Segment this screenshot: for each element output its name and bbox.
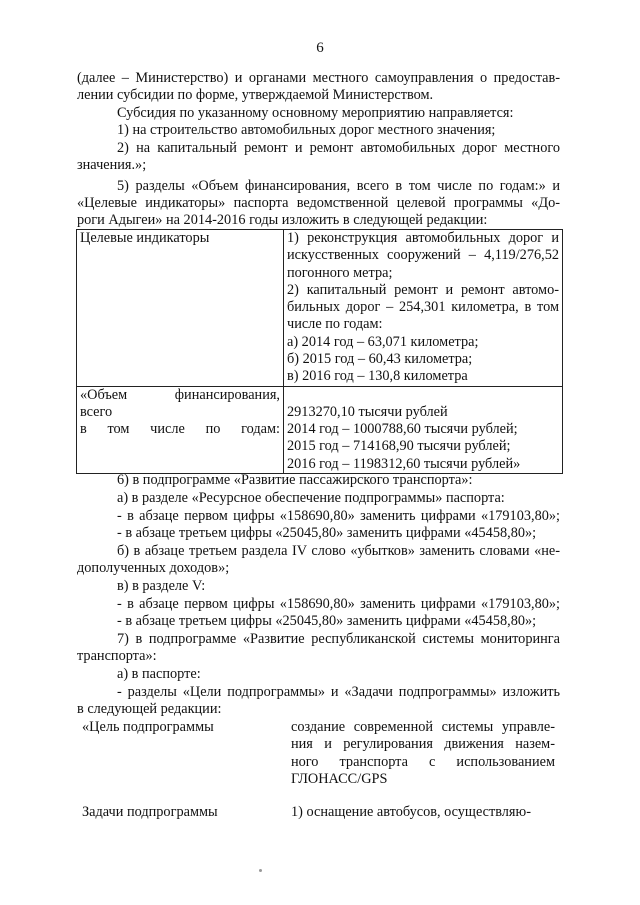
cell-line: в) 2016 год – 130,8 километра xyxy=(287,368,468,385)
cell-line: 2) капитальный ремонт и ремонт автомо- xyxy=(287,281,559,298)
paragraph-line: в) в разделе V: xyxy=(117,578,206,594)
goal-line: создание современной системы управле- xyxy=(291,719,555,735)
page-number: 6 xyxy=(316,40,324,56)
paragraph-line: - в абзаце третьем цифры «25045,80» заменить цифрами «45458,80»; xyxy=(117,525,537,541)
goal-label: «Цель подпрограммы xyxy=(82,719,214,735)
tasks-label: Задачи подпрограммы xyxy=(82,804,218,820)
table-row xyxy=(77,230,563,387)
paragraph-line: а) в разделе «Ресурсное обеспечение подпрограммы» паспорта: xyxy=(117,490,505,506)
cell-line: а) 2014 год – 63,071 километра; xyxy=(287,333,479,350)
paragraph-line: - в абзаце первом цифры «158690,80» заменить цифрами «179103,80»; xyxy=(117,596,560,612)
cell-line: 2014 год – 1000788,60 тысячи рублей; xyxy=(287,420,518,437)
table-cell-value xyxy=(284,386,563,473)
paragraph-line: 6) в подпрограмме «Развитие пассажирского транспорта»: xyxy=(117,472,473,488)
paragraph-line: а) в паспорте: xyxy=(117,666,201,682)
cell-line: всего xyxy=(80,403,113,420)
paragraph-line: 5) разделы «Объем финансирования, всего в том числе по годам:» и xyxy=(117,178,560,194)
paragraph-line: - в абзаце первом цифры «158690,80» заменить цифрами «179103,80»; xyxy=(117,508,560,524)
paragraph-line: - в абзаце третьем цифры «25045,80» заменить цифрами «45458,80»; xyxy=(117,613,537,629)
paragraph-line: транспорта»: xyxy=(77,648,157,664)
paragraph-line: лении субсидии по форме, утверждаемой Министерством. xyxy=(77,87,434,103)
goal-line: ГЛОНАСС/GPS xyxy=(291,770,388,787)
cell-text: Целевые индикаторы xyxy=(80,230,210,246)
cell-line: 1) реконструкция автомобильных дорог и xyxy=(287,230,559,246)
table-row xyxy=(77,386,563,473)
scan-speck xyxy=(259,869,262,872)
goal-line: ного транспорта с использованием xyxy=(291,753,555,770)
paragraph-line: 2) на капитальный ремонт и ремонт автомобильных дорог местного xyxy=(117,140,560,156)
cell-line: «Объем финансирования, xyxy=(80,386,280,403)
paragraph-line: «Целевые индикаторы» паспорта ведомственной целевой программы «До- xyxy=(77,195,560,211)
cell-line: 2016 год – 1198312,60 тысячи рублей» xyxy=(287,455,521,472)
table-cell-label xyxy=(77,386,284,473)
paragraph-line: значения.»; xyxy=(77,157,147,173)
table-cell-value xyxy=(284,230,563,387)
paragraph-line: в следующей редакции: xyxy=(77,701,222,717)
cell-line: числе по годам: xyxy=(287,316,383,333)
paragraph-line: дополученных доходов»; xyxy=(77,560,230,576)
table-cell-label xyxy=(77,230,284,387)
paragraph-line: б) в абзаце третьем раздела IV слово «убытков» заменить словами «не- xyxy=(117,543,560,559)
paragraph-line: Субсидия по указанному основному мероприятию направляется: xyxy=(117,105,514,121)
cell-line: 2913270,10 тысячи рублей xyxy=(287,403,448,420)
passport-table xyxy=(76,229,563,474)
paragraph-line: 7) в подпрограмме «Развитие республиканской системы мониторинга xyxy=(117,631,560,647)
cell-line: бильных дорог – 254,301 километра, в том xyxy=(287,299,559,316)
paragraph-line: 1) на строительство автомобильных дорог местного значения; xyxy=(117,122,496,138)
tasks-text: 1) оснащение автобусов, осуществляю- xyxy=(291,804,531,820)
goal-line: ния и регулирования движения назем- xyxy=(291,736,555,753)
cell-line: в том числе по годам: xyxy=(80,421,280,438)
cell-line: погонного метра; xyxy=(287,264,393,281)
cell-line: 2015 год – 714168,90 тысячи рублей; xyxy=(287,438,511,455)
paragraph-line: (далее – Министерство) и органами местного самоуправления о предостав- xyxy=(77,70,560,86)
cell-line: искусственных сооружений – 4,119/276,52 xyxy=(287,247,559,264)
paragraph-line: - разделы «Цели подпрограммы» и «Задачи подпрограммы» изложить xyxy=(117,684,560,700)
goal-text xyxy=(291,719,555,788)
paragraph-line: роги Адыгеи» на 2014-2016 годы изложить в следующей редакции: xyxy=(77,212,488,228)
cell-line: б) 2015 год – 60,43 километра; xyxy=(287,351,473,368)
